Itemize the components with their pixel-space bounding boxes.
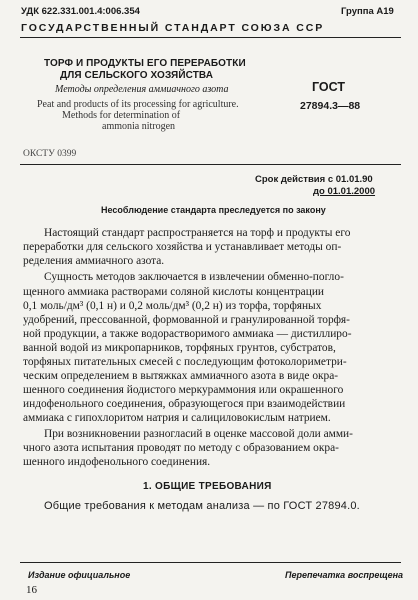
p1-line-1: Настоящий стандарт распространяется на торф и продукты его (44, 227, 351, 239)
group-code: Группа А19 (341, 6, 394, 17)
section-1-text: Общие требования к методам анализа — по ГОСТ 27894.0. (44, 500, 360, 512)
english-title-line-1: Peat and products of its processing for agriculture. (37, 99, 239, 110)
p3-line-2: чного азота испытания проводят по методу с образованием окра- (23, 442, 339, 454)
p2-line-11: аммиака с гипохлоритом натрия и салициловокислым натрием. (23, 412, 331, 424)
p2-line-6: ванной водой из микропарников, торфяных грунтов, субстратов, (23, 342, 336, 354)
validity-from: Срок действия с 01.01.90 (255, 174, 373, 185)
footer-reprint-prohibited: Перепечатка воспрещена (285, 570, 404, 580)
doc-title-line-1: ТОРФ И ПРОДУКТЫ ЕГО ПЕРЕРАБОТКИ (44, 58, 246, 69)
header-rule (20, 37, 401, 38)
p2-line-5: ной продукции, а также водорастворимого аммиака — дистиллиро- (23, 328, 352, 340)
p3-line-1: При возникновении разногласий в оценке массовой доли амми- (44, 428, 353, 440)
footer-rule (20, 562, 401, 563)
p1-line-2: переработки для сельского хозяйства и устанавливает методы оп- (23, 241, 342, 253)
p2-line-2: щенного аммиака растворами соляной кислоты концентрации (23, 286, 325, 298)
p2-line-3: 0,1 моль/дм³ (0,1 н) и 0,2 моль/дм³ (0,2 н) из торфа, торфяных (23, 300, 322, 312)
p2-line-8: ческим определением в вытяжках аммиачного азота в виде окра- (23, 370, 339, 382)
p2-line-1: Сущность методов заключается в извлечении обменно-погло- (44, 271, 344, 283)
okstu-code: ОКСТУ 0399 (23, 149, 77, 159)
gost-number: 27894.3—88 (300, 100, 361, 112)
footer-official-edition: Издание официальное (28, 570, 131, 580)
p3-line-3: шенного индофенольного соединения. (23, 456, 211, 468)
legal-notice: Несоблюдение стандарта преследуется по закону (101, 205, 326, 215)
section-1-heading: 1. ОБЩИЕ ТРЕБОВАНИЯ (143, 481, 272, 492)
title-block-rule (20, 164, 401, 165)
doc-title-line-2: ДЛЯ СЕЛЬСКОГО ХОЗЯЙСТВА (60, 70, 214, 81)
validity-to: до 01.01.2000 (313, 186, 376, 197)
standard-type: ГОСУДАРСТВЕННЫЙ СТАНДАРТ СОЮЗА ССР (21, 22, 325, 34)
p2-line-9: шенного соединения йодистого меркураммония или окрашенного (23, 384, 344, 396)
doc-subtitle: Методы определения аммиачного азота (55, 84, 229, 95)
page-number: 16 (26, 584, 37, 596)
english-title-line-3: ammonia nitrogen (102, 121, 176, 132)
p2-line-10: индофенольного соединения, образующегося при взаимодействии (23, 398, 346, 410)
gost-label: ГОСТ (312, 80, 345, 94)
p2-line-7: торфяных питательных смесей с последующим фотоколориметри- (23, 356, 347, 368)
p1-line-3: ределения аммиачного азота. (23, 255, 165, 267)
english-title-line-2: Methods for determination of (62, 110, 181, 121)
udc-code: УДК 622.331.001.4:006.354 (21, 6, 140, 17)
p2-line-4: удобрений, прессованной, формованной и гранулированной торфя- (23, 314, 350, 326)
